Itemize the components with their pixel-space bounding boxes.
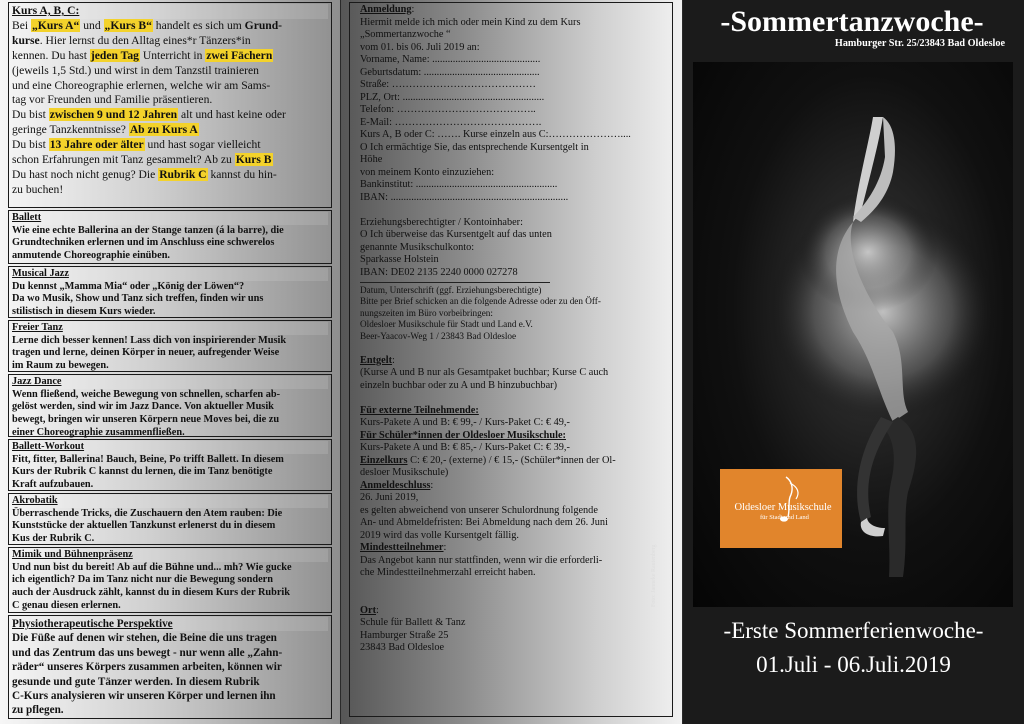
musical-jazz-text: stilistisch in diesem Kurs wieder.: [12, 306, 156, 318]
physio-text: gesunde und gute Tänzer werden. In diesem Rubrik: [12, 675, 260, 688]
signature-note-line: Oldesloer Musikschule für Stadt und Land e.V.: [360, 319, 533, 330]
kurse-abc-section: [8, 2, 332, 208]
kurse-line: kurse. Hier lernst du den Alltag eines*r Tänzers*in: [12, 33, 251, 47]
anmeldung-line: PLZ, Ort: .......................................................: [360, 91, 545, 103]
kurse-line: kennen. Du hast jeden Tag Unterricht in zwei Fächern: [12, 48, 273, 62]
mimik-text: C genau diesen erlernen.: [12, 599, 121, 611]
jazz-dance-text: einer Choreographie zusammenfließen.: [12, 426, 185, 438]
physio-text: und das Zentrum das uns bewegt - nur wenn alle „Zahn-: [12, 646, 283, 659]
mimik-text: ich eigentlich? Da im Tanz nicht nur die Bewegung sondern: [12, 574, 273, 586]
anmeldeschluss-heading: Anmeldeschluss:: [360, 479, 434, 491]
ballett-workout-text: Kraft aufzubauen.: [12, 479, 94, 491]
anmeldung-line: IBAN: .....................................................................: [360, 191, 569, 203]
musical-jazz-text: Du kennst „Mamma Mia“ oder „König der Löwen“?: [12, 280, 245, 292]
jazz-dance-text: bewegt, bringen wir unseren Körpern neue Moves bei, die zu: [12, 414, 280, 426]
course-descriptions-panel: [0, 0, 341, 724]
anmeldung-line: Erziehungsberechtigter / Kontoinhaber:: [360, 216, 523, 228]
anmeldung-line: Hiermit melde ich mich oder mein Kind zu dem Kurs: [360, 16, 581, 28]
anmeldung-line: von meinem Konto einzuziehen:: [360, 166, 495, 178]
anmeldeschluss-text: 2019 wird das volle Kursentgelt fällig.: [360, 529, 519, 541]
anmeldung-lines: [360, 17, 660, 280]
anmeldung-line: Telefon: …………………………………..: [360, 104, 536, 115]
ballett-workout-text: Fitt, fitter, Ballerina! Bauch, Beine, Po trifft Ballett. In diesem: [12, 453, 284, 465]
akrobatik-text: Überraschende Tricks, die Zuschauern den Atem rauben: Die: [12, 507, 283, 519]
anmeldung-line: Sparkasse Holstein: [360, 254, 439, 265]
dancer-foot: [861, 518, 885, 536]
ballett-workout-text: Kurs der Rubrik C kannst du lernen, die im Tanz benötigte: [12, 466, 273, 478]
mimik-text: auch der Ausdruck zählt, kannst du in diesem Kurs der Rubrik: [12, 587, 290, 599]
freier-tanz-text: tragen und lerne, deinen Körper in neuer, aufregender Weise: [12, 347, 280, 359]
schueler-price: Kurs-Pakete A und B: € 85,- / Kurs-Paket C: € 39,-: [360, 442, 570, 454]
kurse-line: schon Erfahrungen mit Tanz gesammelt? Ab zu Kurs B: [12, 153, 272, 167]
anmeldung-line: Straße: ……………………………………: [360, 79, 536, 90]
ballett-workout-section: [8, 439, 332, 491]
jazz-dance-title: Jazz Dance: [12, 376, 328, 389]
ort-text: 23843 Bad Oldesloe: [360, 642, 445, 654]
entgelt-heading: Entgelt:: [360, 354, 395, 366]
extern-heading: Für externe Teilnehmende:: [360, 404, 479, 416]
flyer-address: Hamburger Str. 25/23843 Bad Oldesloe: [834, 38, 1005, 49]
freier-tanz-text: Lerne dich besser kennen! Lass dich von inspirierender Musik: [12, 334, 287, 346]
physio-text: zu pflegen.: [12, 704, 64, 717]
kurse-line: Du hast noch nicht genug? Die Rubrik C kannst du hin-: [12, 167, 277, 181]
ballett-title: Ballett: [12, 212, 328, 225]
logo-subtext: für Stadt und Land: [760, 514, 809, 521]
cover-panel: [651, 0, 1024, 724]
signature-line: [360, 282, 550, 283]
physio-title: Physiotherapeutische Perspektive: [12, 617, 328, 631]
ballett-text: anmutende Choreographie einüben.: [12, 250, 170, 262]
physio-text: C-Kurs analysieren wir unseren Körper und lernen ihn: [12, 690, 276, 703]
jazz-dance-section: [8, 374, 332, 437]
photo-credit: Foto: Janneke Rautenberg: [651, 544, 657, 607]
ballett-text: Wie eine echte Ballerina an der Stange tanzen (á la barre), die: [12, 224, 284, 236]
kurse-line: geringe Tanzkenntnisse? Ab zu Kurs A: [12, 123, 198, 137]
ballett-workout-title: Ballett-Workout: [12, 441, 328, 454]
akrobatik-text: Kus der Rubrik C.: [12, 533, 95, 545]
anmeldung-line: „Sommertanzwoche “: [360, 29, 451, 40]
anmeldung-line: genannte Musikschulkonto:: [360, 241, 475, 253]
ort-text: Hamburger Straße 25: [360, 629, 449, 641]
akrobatik-section: [8, 493, 332, 545]
dancer-leg: [883, 417, 916, 577]
kurse-line: Du bist 13 Jahre oder älter und hast sogar vielleicht: [12, 138, 261, 152]
anmeldung-line: Kurs A, B oder C: ……. Kurse einzeln aus C:…………………....: [360, 129, 631, 140]
musical-jazz-text: Da wo Musik, Show und Tanz sich treffen, finden wir uns: [12, 293, 264, 305]
ballett-text: Grundtechniken erlernen und im Anschluss eine schwerelos: [12, 237, 275, 249]
flyer-dates: 01.Juli - 06.Juli.2019: [756, 652, 951, 677]
mindest-text: che Mindestteilnehmerzahl erreicht haben.: [360, 567, 536, 579]
logo-text: Oldesloer Musikschule: [734, 502, 832, 513]
anmeldeschluss-text: es gelten abweichend von unserer Schulordnung folgende: [360, 504, 598, 516]
registration-panel: [341, 0, 683, 724]
mindest-text: Das Angebot kann nur stattfinden, wenn wir die erforderli-: [360, 554, 603, 566]
registration-form: [349, 2, 673, 717]
anmeldeschluss-text: An- und Abmeldefristen: Bei Abmeldung nach dem 26. Juni: [360, 517, 608, 529]
signature-note-line: Bitte per Brief schicken an die folgende Adresse oder zu den Öff-: [360, 296, 601, 307]
akrobatik-text: Kunststücke der aktuellen Tanzkunst erlenerst du in diesem: [12, 520, 276, 532]
ballett-section: [8, 210, 332, 264]
signature-notes: [360, 285, 660, 342]
mimik-section: [8, 547, 332, 613]
entgelt-text: einzeln buchbar oder zu A und B hinzubuchbar): [360, 379, 558, 391]
freier-tanz-section: [8, 320, 332, 372]
kurse-line: Du bist zwischen 9 und 12 Jahren alt und hast keine oder: [12, 108, 286, 122]
ort-text: Schule für Ballett & Tanz: [360, 617, 466, 629]
physio-text: Die Füße auf denen wir stehen, die Beine die uns tragen: [12, 632, 277, 645]
anmeldung-line: vom 01. bis 06. Juli 2019 an:: [360, 41, 480, 53]
physio-text: räder“ unseres Körpers zusammen arbeiten, können wir: [12, 661, 282, 674]
anmeldung-heading: Anmeldung:: [360, 4, 415, 15]
freier-tanz-text: im Raum zu bewegen.: [12, 360, 109, 372]
anmeldung-line: IBAN: DE02 2135 2240 0000 027278: [360, 266, 518, 278]
anmeldung-line: O Ich überweise das Kursentgelt auf das unten: [360, 229, 552, 240]
akrobatik-title: Akrobatik: [12, 495, 328, 508]
ort-heading: Ort:: [360, 604, 379, 616]
musical-jazz-title: Musical Jazz: [12, 268, 328, 281]
kurse-line: Bei „Kurs A“ und „Kurs B“ handelt es sich um Grund-: [12, 18, 283, 32]
kurse-abc-heading: Kurs A, B, C:: [12, 4, 328, 19]
anmeldung-line: O Ich ermächtige Sie, das entsprechende Kursentgelt in: [360, 141, 589, 153]
mimik-text: Und nun bist du bereit! Ab auf die Bühne und... mh? Wie gucke: [12, 561, 292, 573]
anmeldung-line: Vorname, Name: ..........................................: [360, 54, 541, 65]
einzel-price-2: desloer Musikschule): [360, 467, 449, 479]
flyer-subtitle: -Erste Sommerferienwoche-: [723, 618, 984, 643]
signature-note-line: Datum, Unterschrift (ggf. Erziehungsberechtigte): [360, 285, 542, 295]
mimik-title: Mimik und Bühnenpräsenz: [12, 549, 328, 562]
anmeldung-line: E-Mail: …………………………………….: [360, 116, 542, 128]
anmeldung-line: Bankinstitut: .......................................................: [360, 179, 558, 190]
flyer-title: -Sommertanzwoche-: [720, 5, 984, 38]
anmeldung-line: Höhe: [360, 154, 383, 165]
dancer-in-dust-photo: [651, 62, 1013, 607]
musikschule-logo: [720, 469, 842, 548]
jazz-dance-text: gelöst werden, sind wir im Jazz Dance. Von aktueller Musik: [12, 401, 274, 413]
entgelt-text: (Kurse A und B nur als Gesamtpaket buchbar; Kurse C auch: [360, 367, 609, 379]
anmeldung-line: Geburtsdatum: .............................................: [360, 66, 540, 78]
kurse-line: zu buchen!: [12, 182, 64, 196]
kurse-line: tag vor Freunden und Familie präsentieren.: [12, 93, 213, 107]
kurse-line: und eine Choreographie erlernen, welche wir am Sams-: [12, 78, 271, 92]
extern-price: Kurs-Pakete A und B: € 99,- / Kurs-Paket C: € 49,-: [360, 417, 570, 429]
mindest-heading: Mindestteilnehmer:: [360, 542, 447, 554]
jazz-dance-text: Wenn fließend, weiche Bewegung von schnellen, scharfen ab-: [12, 388, 281, 400]
anmeldung-line: [360, 204, 660, 217]
einzel-price: Einzelkurs C: € 20,- (externe) / € 15,- (Schüler*innen der Ol-: [360, 454, 616, 466]
physio-section: [8, 615, 332, 719]
schueler-heading: Für Schüler*innen der Oldesloer Musikschule:: [360, 429, 566, 441]
signature-note-line: Beer-Yaacov-Weg 1 / 23843 Bad Oldesloe: [360, 330, 517, 341]
signature-note-line: nungszeiten im Büro vorbeibringen:: [360, 307, 493, 318]
freier-tanz-title: Freier Tanz: [12, 322, 328, 335]
musical-jazz-section: [8, 266, 332, 318]
anmeldeschluss-text: 26. Juni 2019,: [360, 492, 419, 504]
kurse-line: (jeweils 1,5 Std.) und wirst in dem Tanzstil trainieren: [12, 63, 259, 77]
